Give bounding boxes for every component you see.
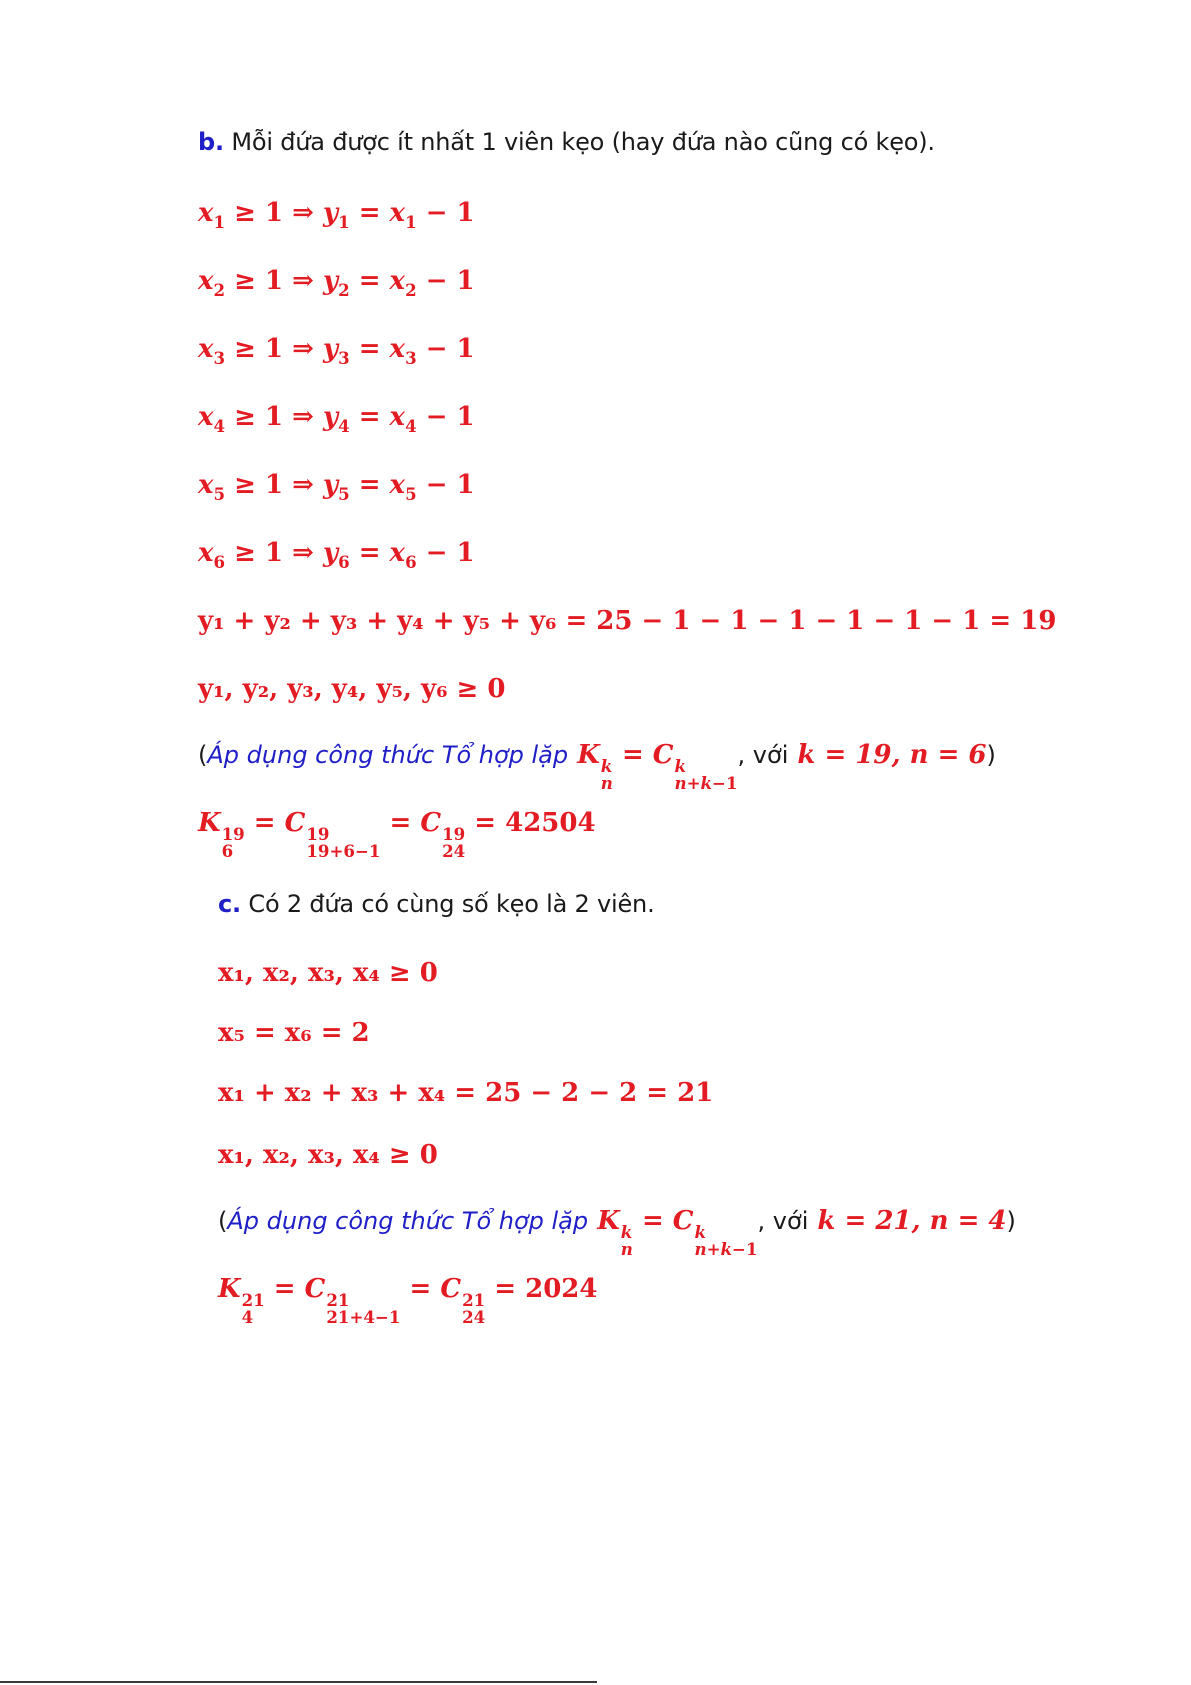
apply-c-open: ( xyxy=(218,1207,228,1235)
fixed-values-x5-x6: x₅ = x₆ = 2 xyxy=(218,1018,370,1048)
sub-index: 4 xyxy=(405,415,417,436)
result-c-value: 2024 xyxy=(525,1274,598,1304)
result-c-k-sup: 21 xyxy=(241,1290,265,1311)
sub-index: 4 xyxy=(338,415,350,436)
sum-equation-y: y₁ + y₂ + y₃ + y₄ + y₅ + y₆ = 25 − 1 − 1 − 1 − 1 − 1 − 1 = 19 xyxy=(198,606,1057,636)
sub-index: 6 xyxy=(405,551,417,572)
apply-b-params: k = 19, n = 6 xyxy=(797,740,987,770)
substitution-line: $x_5 \ge 1$ ⇒ $y_5 = x_5 - 1$ xyxy=(198,470,475,504)
sub-index: 3 xyxy=(338,347,350,368)
result-b-c1-sub: 19+6−1 xyxy=(306,841,381,862)
substitution-line: $x_2 \ge 1$ ⇒ $y_2 = x_2 - 1$ xyxy=(198,266,475,300)
apply-c-phrase: Áp dụng công thức Tổ hợp lặp xyxy=(227,1207,589,1235)
sub-index: 5 xyxy=(405,483,417,504)
sub-index: 4 xyxy=(213,415,226,436)
apply-b-phrase: Áp dụng công thức Tổ hợp lặp xyxy=(207,741,569,769)
result-b: K 19 6 = C 19 19+6−1 = C 19 24 = 42504 xyxy=(198,808,596,862)
nonneg-condition-x-repeat: x₁, x₂, x₃, x₄ ≥ 0 xyxy=(218,1140,438,1170)
result-c-k-sub: 4 xyxy=(241,1307,254,1328)
result-b-c2-sub: 24 xyxy=(442,841,466,862)
section-b-heading xyxy=(198,128,935,156)
result-b-k-sub: 6 xyxy=(221,841,234,862)
substitution-line: $x_4 \ge 1$ ⇒ $y_4 = x_4 - 1$ xyxy=(198,402,475,436)
apply-b-close: ) xyxy=(986,741,996,769)
sub-index: 5 xyxy=(338,483,350,504)
sub-index: 5 xyxy=(213,483,226,504)
result-c-c2-sup: 21 xyxy=(462,1290,486,1311)
result-b-c1-sup: 19 xyxy=(306,824,330,845)
footnote-rule xyxy=(0,1681,597,1683)
formula-b: K k n = C k n+k−1 xyxy=(577,740,738,794)
result-c-c1-sub: 21+4−1 xyxy=(326,1307,401,1328)
formula-c: K k n = C k n+k−1 xyxy=(597,1206,758,1260)
apply-formula-b xyxy=(198,740,996,792)
sub-index: 3 xyxy=(213,347,226,368)
section-b-label: b. xyxy=(198,128,224,156)
apply-c-close: ) xyxy=(1006,1207,1016,1235)
sub-index: 1 xyxy=(213,211,226,232)
sub-index: 2 xyxy=(338,279,350,300)
result-c: K 21 4 = C 21 21+4−1 = C 21 24 = 2024 xyxy=(218,1274,598,1328)
sum-equation-x: x₁ + x₂ + x₃ + x₄ = 25 − 2 − 2 = 21 xyxy=(218,1078,714,1108)
result-b-k-sup: 19 xyxy=(221,824,245,845)
substitution-line: $x_1 \ge 1$ ⇒ $y_1 = x_1 - 1$ xyxy=(198,198,475,232)
result-c-c1-sup: 21 xyxy=(326,1290,350,1311)
apply-b-open: ( xyxy=(198,741,208,769)
substitution-line: $x_6 \ge 1$ ⇒ $y_6 = x_6 - 1$ xyxy=(198,538,475,572)
apply-c-with: , với xyxy=(757,1207,809,1235)
sub-index: 6 xyxy=(338,551,350,572)
section-c-heading xyxy=(218,890,655,918)
sub-index: 1 xyxy=(405,211,417,232)
section-c-title: Có 2 đứa có cùng số kẹo là 2 viên. xyxy=(248,890,655,918)
result-b-value: 42504 xyxy=(505,808,596,838)
apply-b-with: , với xyxy=(737,741,789,769)
apply-c-params: k = 21, n = 4 xyxy=(817,1206,1007,1236)
sub-index: 3 xyxy=(405,347,417,368)
result-c-c2-sub: 24 xyxy=(462,1307,486,1328)
apply-formula-c xyxy=(218,1206,1016,1258)
section-c-label: c. xyxy=(218,890,241,918)
sub-index: 2 xyxy=(213,279,226,300)
result-b-c2-sup: 19 xyxy=(442,824,466,845)
section-b-title: Mỗi đứa được ít nhất 1 viên kẹo (hay đứa nào cũng có kẹo). xyxy=(231,128,935,156)
sub-index: 2 xyxy=(405,279,417,300)
nonneg-condition-x: x₁, x₂, x₃, x₄ ≥ 0 xyxy=(218,958,438,988)
substitution-line: $x_3 \ge 1$ ⇒ $y_3 = x_3 - 1$ xyxy=(198,334,475,368)
sub-index: 1 xyxy=(338,211,350,232)
nonneg-condition-y: y₁, y₂, y₃, y₄, y₅, y₆ ≥ 0 xyxy=(198,674,506,704)
sub-index: 6 xyxy=(213,551,226,572)
